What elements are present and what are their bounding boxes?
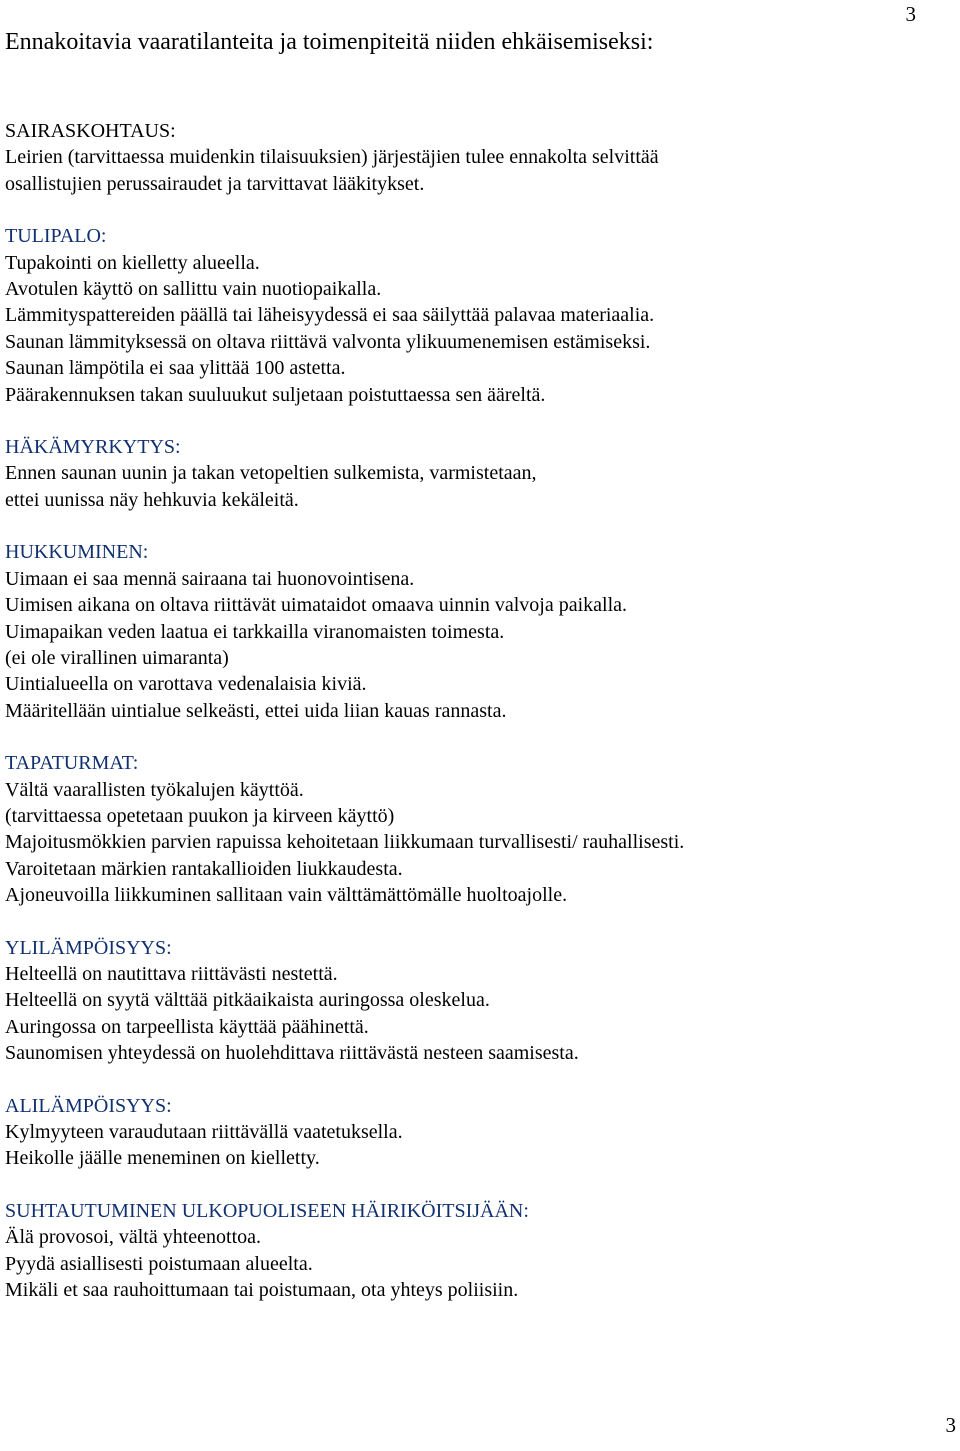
section-line: Heikolle jäälle meneminen on kielletty.	[5, 1147, 320, 1170]
section-line: Älä provosoi, vältä yhteenottoa.	[5, 1226, 262, 1249]
section-alilampoisyys	[5, 1093, 950, 1172]
section-heading: YLILÄMPÖISYYS:	[5, 936, 172, 959]
section-line: ettei uunissa näy hehkuvia kekäleitä.	[5, 488, 299, 511]
section-hairikoitsija	[5, 1198, 950, 1304]
section-line: Helteellä on syytä välttää pitkäaikaista auringossa oleskelua.	[5, 989, 490, 1012]
section-line: Uimapaikan veden laatua ei tarkkailla viranomaisten toimesta.	[5, 620, 505, 643]
section-line: Uimisen aikana on oltava riittävät uimataidot omaava uinnin valvoja paikalla.	[5, 594, 628, 617]
section-line: Varoitetaan märkien rantakallioiden liukkaudesta.	[5, 857, 403, 880]
section-line: Auringossa on tarpeellista käyttää päähinettä.	[5, 1015, 369, 1038]
section-line: Lämmityspattereiden päällä tai läheisyydessä ei saa säilyttää palavaa materiaalia.	[5, 304, 655, 327]
section-line: Vältä vaarallisten työkalujen käyttöä.	[5, 778, 304, 801]
section-line: Saunan lämmityksessä on oltava riittävä valvonta ylikuumenemisen estämiseksi.	[5, 330, 651, 353]
section-line: Avotulen käyttö on sallittu vain nuotiopaikalla.	[5, 278, 382, 301]
section-line: Määritellään uintialue selkeästi, ettei uida liian kauas rannasta.	[5, 699, 507, 722]
section-hukkuminen	[5, 539, 950, 724]
section-line: Päärakennuksen takan suuluukut suljetaan poistuttaessa sen ääreltä.	[5, 383, 546, 406]
section-line: osallistujien perussairaudet ja tarvittavat lääkitykset.	[5, 172, 425, 195]
section-line: Ajoneuvoilla liikkuminen sallitaan vain välttämättömälle huoltoajolle.	[5, 884, 568, 907]
section-line: Uintialueella on varottava vedenalaisia kiviä.	[5, 673, 367, 696]
section-line: Saunomisen yhteydessä on huolehdittava riittävästä nesteen saamisesta.	[5, 1042, 579, 1065]
section-line: Pyydä asiallisesti poistumaan alueelta.	[5, 1252, 313, 1275]
section-heading: SUHTAUTUMINEN ULKOPUOLISEEN HÄIRIKÖITSIJÄÄN:	[5, 1199, 529, 1222]
section-line: (ei ole virallinen uimaranta)	[5, 646, 229, 669]
section-ylilampoisyys	[5, 935, 950, 1067]
section-line: Leirien (tarvittaessa muidenkin tilaisuuksien) järjestäjien tulee ennakolta selvittää	[5, 146, 659, 169]
section-line: Uimaan ei saa mennä sairaana tai huonovointisena.	[5, 567, 415, 590]
section-heading: HUKKUMINEN:	[5, 541, 149, 564]
section-tulipalo	[5, 223, 950, 408]
section-line: Tupakointi on kielletty alueella.	[5, 251, 260, 274]
section-tapaturmat	[5, 750, 950, 908]
section-heading: HÄKÄMYRKYTYS:	[5, 436, 181, 459]
section-line: (tarvittaessa opetetaan puukon ja kirveen käyttö)	[5, 804, 395, 827]
section-line: Majoitusmökkien parvien rapuissa kehoitetaan liikkumaan turvallisesti/ rauhallisesti.	[5, 831, 685, 854]
page-number-bottom: 3	[945, 1413, 956, 1437]
section-heading: TULIPALO:	[5, 225, 107, 248]
section-line: Mikäli et saa rauhoittumaan tai poistumaan, ota yhteys poliisiin.	[5, 1279, 519, 1302]
section-sairaskohtaus	[5, 118, 950, 197]
section-line: Helteellä on nautittava riittävästi nestettä.	[5, 962, 338, 985]
section-line: Kylmyyteen varaudutaan riittävällä vaatetuksella.	[5, 1121, 403, 1143]
section-hakamyrkytys	[5, 434, 950, 513]
section-heading: TAPATURMAT:	[5, 752, 139, 775]
section-heading: SAIRASKOHTAUS:	[5, 120, 176, 142]
document-body	[5, 118, 950, 1329]
section-line: Saunan lämpötila ei saa ylittää 100 astetta.	[5, 357, 346, 380]
section-line: Ennen saunan uunin ja takan vetopeltien sulkemista, varmistetaan,	[5, 462, 537, 485]
page-number-top: 3	[905, 2, 916, 26]
section-heading: ALILÄMPÖISYYS:	[5, 1094, 172, 1117]
document-title: Ennakoitavia vaaratilanteita ja toimenpiteitä niiden ehkäisemiseksi:	[5, 29, 654, 55]
